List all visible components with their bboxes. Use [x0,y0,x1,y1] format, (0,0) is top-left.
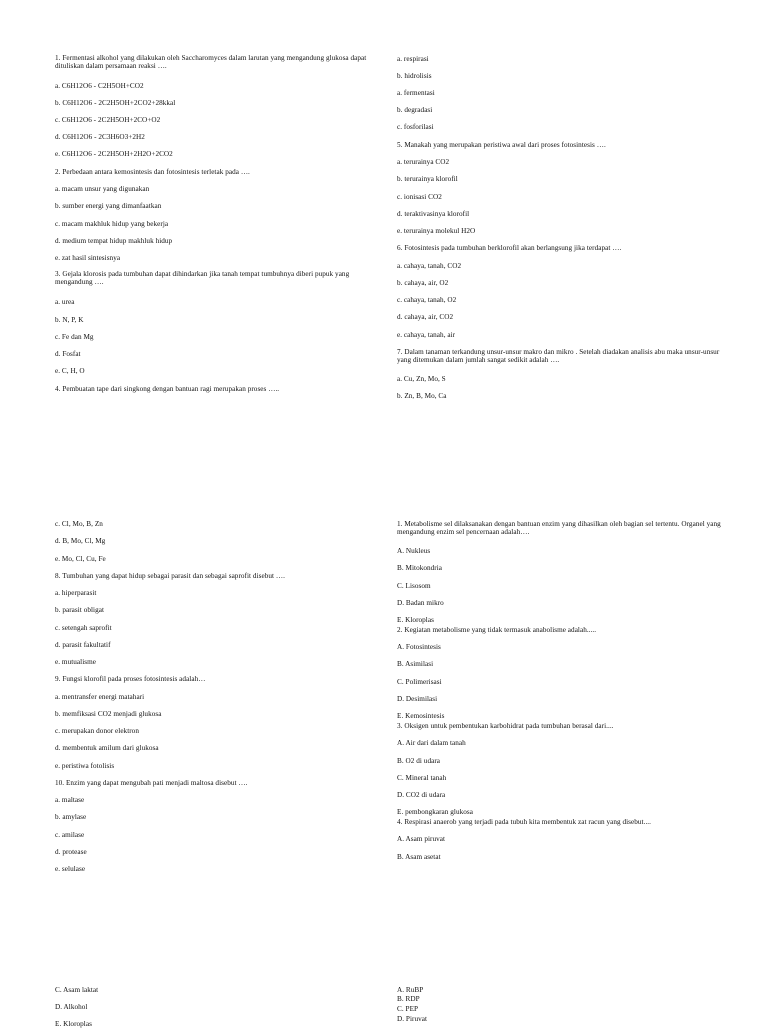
option-c: C. Lisosom [397,582,431,590]
option-b: b. Zn, B, Mo, Ca [397,392,447,400]
option-c: c. fosforilasi [397,123,434,131]
question-5-text: 5. Manakah yang merupakan peristiwa awal dari proses fotosintesis …. [397,141,606,149]
option-c: c. Fe dan Mg [55,333,94,341]
option-d: d. medium tempat hidup makhluk hidup [55,237,173,245]
option-c: c. Cl, Mo, B, Zn [55,520,103,528]
option-d: d. membentuk amilum dari glukosa [55,744,159,752]
option-d: d. C6H12O6 - 2C3H6O3+2H2 [55,133,145,141]
option-e: E. Kemosintesis [397,712,445,720]
option-d: D. Alkohol [55,1003,88,1011]
option-e: e. selulase [55,865,86,873]
option-d: D. Piruvat [397,1015,428,1023]
question-3-text: 3. Gejala klorosis pada tumbuhan dapat dihindarkan jika tanah tempat tumbuhnya diberi pupuk yang mengandung …. [55,270,350,287]
option-e: e. zat hasil sintesisnya [55,254,121,262]
option-e: e. Mo, Cl, Cu, Fe [55,555,106,563]
option-d: d. cahaya, air, CO2 [397,313,454,321]
option-d: d. Fosfat [55,350,81,358]
option-a: a. urea [55,298,75,306]
option-b: b. amylase [55,813,87,821]
option-b: b. hidrolisis [397,72,432,80]
option-c: C. Polimerisasi [397,678,442,686]
option-d: D. CO2 di udara [397,791,446,799]
option-b: b. N, P, K [55,316,84,324]
option-b: b. sumber energi yang dimanfaatkan [55,202,162,210]
option-a: A. Asam piruvat [397,835,446,843]
option-c: C. Mineral tanah [397,774,447,782]
question-9-text: 9. Fungsi klorofil pada proses fotosintesis adalah… [55,675,206,683]
option-c: C. PEP [397,1005,419,1013]
option-e: e. mutualisme [55,658,96,666]
option-a: a. hiperparasit [55,589,97,597]
option-a: a. macam unsur yang digunakan [55,185,150,193]
option-a: a. Cu, Zn, Mo, S [397,375,446,383]
question-8-text: 8. Tumbuhan yang dapat hidup sebagai parasit dan sebagai saprofit disebut …. [55,572,285,580]
option-e: E. Kloroplas [55,1020,92,1028]
option-a: a. cahaya, tanah, CO2 [397,262,462,270]
question-1-text: 1. Metabolisme sel dilaksanakan dengan bantuan enzim yang dihasilkan oleh bagian sel tertentu. Organel yang mengandung enzim sel pencernaan adalah…. [397,520,721,537]
question-6-text: 6. Fotosintesis pada tumbuhan berklorofil akan berlangsung jika terdapat …. [397,244,622,252]
option-b: b. degradasi [397,106,433,114]
option-b: b. terurainya klorofil [397,175,458,183]
option-e: e. C, H, O [55,367,85,375]
option-e: E. pembongkaran glukosa [397,808,474,816]
question-10-text: 10. Enzim yang dapat mengubah pati menjadi maltosa disebut …. [55,779,248,787]
option-c: C. Asam laktat [55,986,99,994]
option-a: A. Fotosintesis [397,643,441,651]
option-c: c. setengah saprofit [55,624,112,632]
option-b: b. memfiksasi CO2 menjadi glukosa [55,710,162,718]
option-a: a. C6H12O6 - C2H5OH+CO2 [55,82,144,90]
option-d: d. teraktivasinya klorofil [397,210,470,218]
option-b: b. cahaya, air, O2 [397,279,449,287]
option-c: c. cahaya, tanah, O2 [397,296,457,304]
option-b: b. C6H12O6 - 2C2H5OH+2CO2+28kkal [55,99,176,107]
option-d: d. parasit fakultatif [55,641,111,649]
option-b: B. Mitokondria [397,564,443,572]
question-4-text: 4. Pembuatan tape dari singkong dengan bantuan ragi merupakan proses ….. [55,385,280,393]
option-a: A. Air dari dalam tanah [397,739,466,747]
option-c: c. C6H12O6 - 2C2H5OH+2CO+O2 [55,116,161,124]
question-1-text: 1. Fermentasi alkohol yang dilakukan oleh Saccharomyces dalam larutan yang mengandung glukosa dapat dituliskan dalam persamaan reaksi …. [55,54,367,71]
option-e: e. cahaya, tanah, air [397,331,456,339]
question-3-text: 3. Oksigen untuk pembentukan karbohidrat pada tumbuhan berasal dari.... [397,722,614,730]
option-a: a. mentransfer energi matahari [55,693,145,701]
option-a: A. Nukleus [397,547,431,555]
question-7-text: 7. Dalam tanaman terkandung unsur-unsur makro dan mikro . Setelah diadakan analisis abu maka unsur-unsur yang ditemukan dalam jumlah sangat sedikit adalah …. [397,348,720,365]
option-c: c. merupakan donor elektron [55,727,139,735]
option-c: c. macam makhluk hidup yang bekerja [55,220,169,228]
option-d: d. protease [55,848,87,856]
option-d: d. B, Mo, Cl, Mg [55,537,106,545]
option-d: D. Desimilasi [397,695,438,703]
option-c: c. amilase [55,831,85,839]
option-c: c. ionisasi CO2 [397,193,442,201]
option-b: B. Asam asetat [397,853,441,861]
question-4-text: 4. Respirasi anaerob yang terjadi pada tubuh kita membentuk zat racun yang disebut.... [397,818,651,826]
option-e: E. Kloroplas [397,616,434,624]
option-b: B. Asimilasi [397,660,434,668]
question-2-text: 2. Kegiatan metabolisme yang tidak termasuk anabolisme adalah..... [397,626,597,634]
option-a: a. maltase [55,796,85,804]
option-d: D. Badan mikro [397,599,444,607]
option-a: a. terurainya CO2 [397,158,450,166]
option-b: b. parasit obligat [55,606,105,614]
option-b: B. O2 di udara [397,757,441,765]
option-e: e. terurainya molekul H2O [397,227,476,235]
option-a: A. RuBP [397,986,424,994]
question-2-text: 2. Perbedaan antara kemosintesis dan fotosintesis terletak pada …. [55,168,250,176]
option-b: B. RDP [397,995,420,1003]
option-e: e. peristiwa fotolisis [55,762,115,770]
option-a: a. fermentasi [397,89,435,97]
option-a: a. respirasi [397,55,429,63]
option-e: e. C6H12O6 - 2C2H5OH+2H2O+2CO2 [55,150,173,158]
